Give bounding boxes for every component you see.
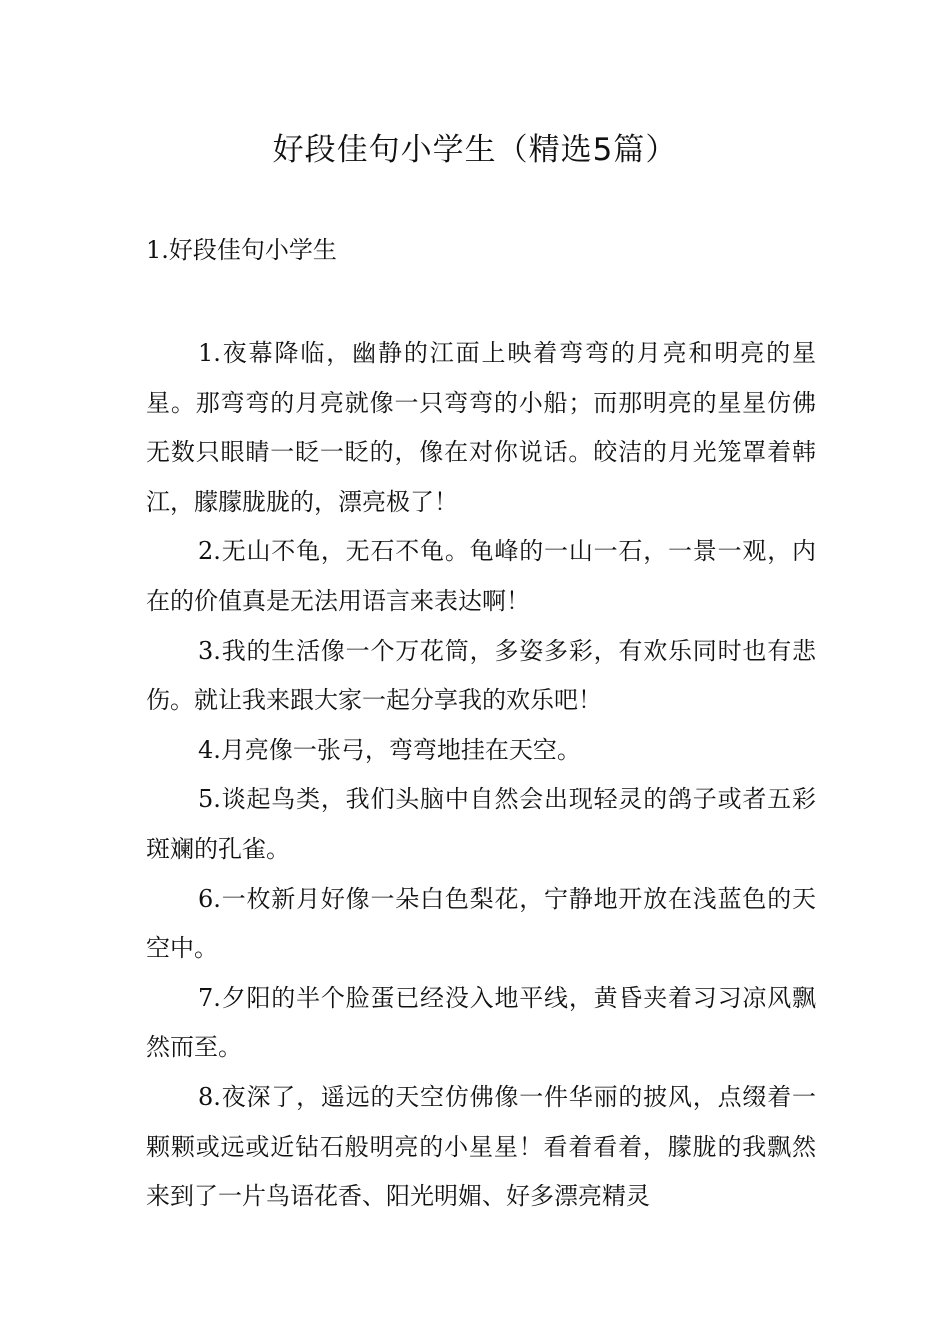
paragraph-5: 5.谈起鸟类，我们头脑中自然会出现轻灵的鸽子或者五彩斑斓的孔雀。 bbox=[146, 785, 816, 863]
section-heading: 1.好段佳句小学生 bbox=[146, 236, 337, 264]
paragraph-1: 1.夜幕降临，幽静的江面上映着弯弯的月亮和明亮的星星。那弯弯的月亮就像一只弯弯的小船；而那明亮的星星仿佛无数只眼睛一眨一眨的，像在对你说话。皎洁的月光笼罩着韩江，朦朦胧胧的，漂亮极了！ bbox=[146, 339, 816, 516]
paragraph-4: 4.月亮像一张弓，弯弯地挂在天空。 bbox=[198, 735, 581, 764]
document-title: 好段佳句小学生（精选5篇） bbox=[272, 132, 678, 168]
body-text bbox=[146, 329, 816, 1222]
paragraph-2: 2.无山不龟，无石不龟。龟峰的一山一石，一景一观，内在的价值真是无法用语言来表达啊！ bbox=[146, 537, 816, 615]
paragraph-3: 3.我的生活像一个万花筒，多姿多彩，有欢乐同时也有悲伤。就让我来跟大家一起分享我的欢乐吧！ bbox=[146, 636, 816, 715]
paragraph-8: 8.夜深了，遥远的天空仿佛像一件华丽的披风，点缀着一颗颗或远或近钻石般明亮的小星星！看着看着，朦胧的我飘然来到了一片鸟语花香、阳光明媚、好多漂亮精灵 bbox=[146, 1082, 816, 1211]
paragraph-7: 7.夕阳的半个脸蛋已经没入地平线，黄昏夹着习习凉风飘然而至。 bbox=[146, 983, 816, 1062]
paragraph-6: 6.一枚新月好像一朵白色梨花，宁静地开放在浅蓝色的天空中。 bbox=[146, 884, 816, 963]
